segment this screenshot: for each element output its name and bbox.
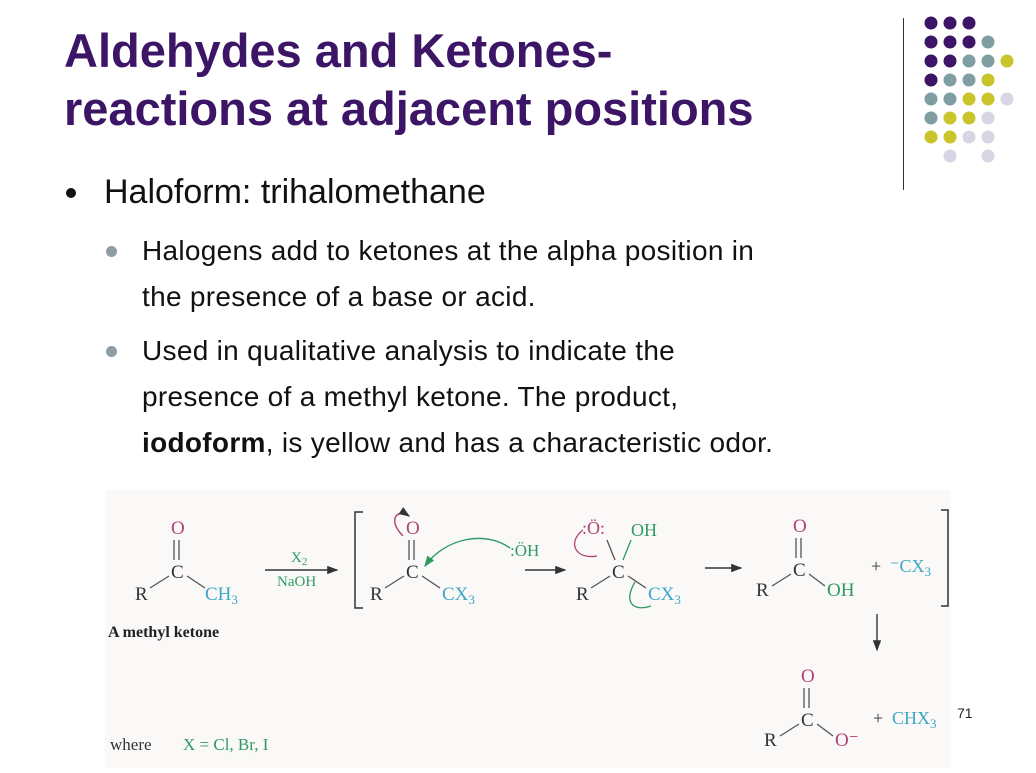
sub-bullet-halogens [64, 228, 964, 320]
where-label: where [110, 735, 152, 754]
tetrahedral-intermediate-structure [575, 518, 681, 608]
sub-bullet-dot [106, 246, 117, 257]
r-group-label: R [370, 584, 383, 605]
methyl-ketone-caption: A methyl ketone [108, 624, 220, 641]
sub-bullet-halogens-line-1: Halogens add to ketones at the alpha position in [142, 235, 755, 266]
slide-title [64, 22, 904, 138]
reagent-halogen: $X_2$ [291, 550, 308, 568]
carboxylic-acid-structure [756, 516, 931, 601]
trihalomethyl-ketone-structure [370, 513, 539, 607]
dot-row-6 [925, 112, 995, 125]
slide-title-line-1: Aldehydes and Ketones- [64, 24, 613, 77]
reaction-scheme-svg [105, 490, 950, 768]
dot-row-5 [925, 93, 1014, 106]
haloform-label: $CHX_3$ [892, 708, 937, 731]
r-group-label: R [764, 730, 777, 751]
carbon-label: C [171, 562, 184, 583]
trihalomethyl-anion-label: $^-CX_3$ [890, 556, 932, 579]
carbon-label: C [612, 562, 625, 583]
dot-row-2 [925, 36, 995, 49]
bullet-haloform [64, 170, 964, 214]
sub-bullet-qualitative-line-1: Used in qualitative analysis to indicate the [142, 335, 676, 366]
carboxylate-oxygen-label: O⁻ [835, 730, 859, 751]
carbon-label: C [793, 560, 806, 581]
sub-bullet-qualitative-line-3 [142, 420, 964, 466]
sub-bullet-dot [106, 346, 117, 357]
dot-row-1 [925, 17, 976, 30]
dot-row-4 [925, 74, 995, 87]
left-bracket [355, 512, 363, 608]
oxygen-label: O [801, 666, 815, 687]
r-group-label: R [135, 584, 148, 605]
hydroxyl-label: OH [631, 520, 657, 540]
electron-arrow-hydroxide [425, 538, 510, 566]
hydroxyl-label: OH [827, 580, 855, 601]
reagent-base: NaOH [277, 574, 317, 590]
dot-row-3 [925, 55, 1014, 68]
hydroxide-label: :ÖH [510, 541, 540, 560]
r-group-label: R [576, 584, 589, 605]
slide-title-line-2: reactions at adjacent positions [64, 82, 754, 135]
right-bracket [941, 510, 948, 606]
trihalomethyl-label: $CX_3$ [648, 584, 681, 607]
oxygen-label: O [406, 518, 420, 539]
carbon-label: C [406, 562, 419, 583]
sub-bullet-qualitative-rest: , is yellow and has a characteristic odor. [265, 427, 774, 458]
r-group-label: R [756, 580, 769, 601]
iodoform-term: iodoform [142, 427, 266, 458]
dot-row-7 [925, 131, 995, 144]
plus-sign: + [871, 556, 882, 576]
methyl-label: $CH_3$ [205, 584, 238, 607]
oxygen-label: O [793, 516, 807, 537]
sub-bullet-qualitative [64, 328, 964, 466]
reagent-arrow [265, 550, 337, 590]
trihalomethyl-label: $CX_3$ [442, 584, 475, 607]
bullet-dot [66, 188, 76, 198]
oxygen-label: O [171, 518, 185, 539]
methyl-ketone-structure [108, 518, 238, 641]
haloform-reaction-scheme [105, 490, 950, 768]
alkoxide-oxygen-label: :Ö: [582, 518, 606, 538]
halogen-definition: X = Cl, Br, I [183, 735, 269, 754]
bullet-haloform-text: Haloform: trihalomethane [104, 173, 486, 211]
sub-bullet-halogens-line-2: the presence of a base or acid. [142, 281, 536, 312]
carbon-label: C [801, 710, 814, 731]
sub-bullet-qualitative-line-2: presence of a methyl ketone. The product, [142, 381, 679, 412]
dot-row-8 [944, 150, 995, 163]
carboxylate-structure [764, 666, 937, 751]
plus-sign: + [873, 708, 884, 728]
page-number: 71 [957, 705, 973, 721]
bullet-list [64, 170, 964, 466]
